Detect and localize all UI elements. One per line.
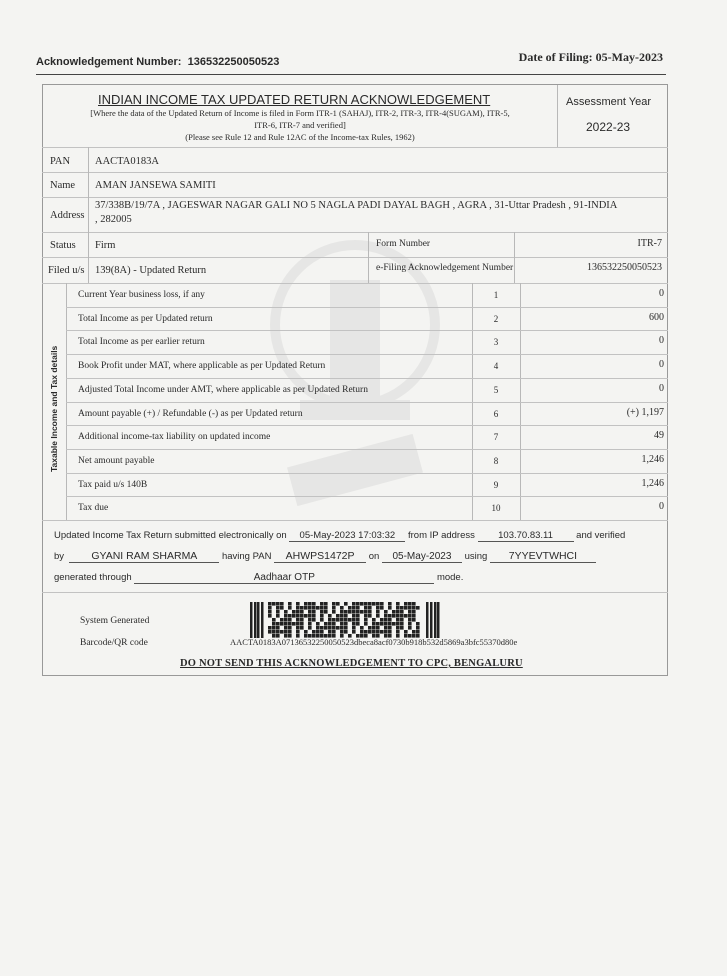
form-number-value: ITR-7 <box>637 238 662 249</box>
verifier-name: GYANI RAM SHARMA <box>69 550 219 563</box>
income-row-value: 49 <box>654 430 664 442</box>
verification-line-2: by GYANI RAM SHARMA having PAN AHWPS1472P on 05-May-2023 using 7YYEVTWHCI <box>54 550 596 563</box>
section-label-vertical: Taxable Income and Tax details <box>49 345 59 472</box>
status-label: Status <box>50 240 76 251</box>
income-row-number: 4 <box>493 361 499 372</box>
income-row-value: 0 <box>659 288 664 299</box>
pan-value: AACTA0183A <box>95 156 159 167</box>
income-row-label: Additional income-tax liability on updated income <box>78 432 271 443</box>
acknowledgement-number-value: 136532250050523 <box>187 56 280 68</box>
footer-notice: DO NOT SEND THIS ACKNOWLEDGEMENT TO CPC, BENGALURU <box>180 658 523 669</box>
income-row-number: 5 <box>493 384 499 395</box>
verification-date: 05-May-2023 <box>382 551 462 563</box>
address-line-2: , 282005 <box>95 214 132 225</box>
income-row-value: 1,246 <box>641 477 664 489</box>
income-row-number: 3 <box>493 337 499 348</box>
name-label: Name <box>50 180 76 191</box>
form-subtitle-2: ITR-6, ITR-7 and verified] <box>254 120 346 130</box>
income-row-label: Book Profit under MAT, where applicable as per Updated Return <box>78 361 326 372</box>
evc-code: 7YYEVTWHCI <box>490 550 596 563</box>
income-row-label: Current Year business loss, if any <box>78 290 205 300</box>
form-number-label: Form Number <box>376 239 431 249</box>
income-row-number: 9 <box>493 479 499 490</box>
efiling-ack-label: e-Filing Acknowledgement Number <box>376 263 514 273</box>
form-title: INDIAN INCOME TAX UPDATED RETURN ACKNOWLEDGEMENT <box>98 92 491 107</box>
date-of-filing-value: 05-May-2023 <box>595 50 663 64</box>
submission-datetime: 05-May-2023 17:03:32 <box>289 530 405 542</box>
assessment-year-value: 2022-23 <box>586 120 631 134</box>
income-row-number: 10 <box>491 503 501 514</box>
ip-address: 103.70.83.11 <box>478 530 574 542</box>
income-row-value: 0 <box>659 335 664 347</box>
income-row-value: (+) 1,197 <box>626 406 664 418</box>
income-row-number: 2 <box>493 313 499 324</box>
income-row-label: Net amount payable <box>78 455 155 466</box>
income-row-value: 0 <box>659 501 664 513</box>
form-subtitle-1: [Where the data of the Updated Return of Income is filed in Form ITR-1 (SAHAJ), ITR-2, ITR-3, ITR-4(SUGAM), ITR-5, <box>90 108 510 118</box>
verification-method: Aadhaar OTP <box>134 572 434 584</box>
income-row-number: 8 <box>493 455 499 466</box>
income-row-value: 1,246 <box>641 453 664 465</box>
date-of-filing: Date of Filing: 05-May-2023 <box>518 50 663 64</box>
address-line-1: 37/338B/19/7A , JAGESWAR NAGAR GALI NO 5 NAGLA PADI DAYAL BAGH , AGRA , 31-Uttar Pradesh , 91-INDIA <box>95 200 618 211</box>
income-row-label: Adjusted Total Income under AMT, where applicable as per Updated Return <box>78 384 368 395</box>
verifier-pan: AHWPS1472P <box>274 550 366 563</box>
assessment-year-label: Assessment Year <box>566 96 651 108</box>
name-value: AMAN JANSEWA SAMITI <box>95 180 216 191</box>
header-divider <box>36 74 666 75</box>
verification-line-1: Updated Income Tax Return submitted electronically on 05-May-2023 17:03:32 from IP address 103.70.83.11 and verified <box>54 530 626 541</box>
system-generated-label: System Generated <box>80 616 150 626</box>
form-subtitle-3: (Please see Rule 12 and Rule 12AC of the Income-tax Rules, 1962) <box>185 132 415 142</box>
income-row-label: Tax due <box>78 503 109 514</box>
income-row-label: Total Income as per earlier return <box>78 337 205 348</box>
verification-line-3: generated through Aadhaar OTP mode. <box>54 572 464 583</box>
income-row-value: 600 <box>649 311 664 323</box>
income-row-value: 0 <box>659 359 664 371</box>
efiling-ack-value: 136532250050523 <box>587 262 662 273</box>
pan-label: PAN <box>50 156 71 167</box>
status-value: Firm <box>95 240 116 251</box>
income-row-number: 6 <box>493 408 499 419</box>
barcode-icon <box>250 602 440 638</box>
acknowledgement-number: Acknowledgement Number: 136532250050523 <box>36 56 280 68</box>
filed-us-label: Filed u/s <box>48 265 85 276</box>
barcode-label: Barcode/QR code <box>80 638 148 648</box>
income-row-number: 7 <box>493 432 499 443</box>
income-row-label: Amount payable (+) / Refundable (-) as per Updated return <box>78 408 303 419</box>
income-row-label: Tax paid u/s 140B <box>78 479 148 490</box>
address-label: Address <box>50 210 85 221</box>
income-row-value: 0 <box>659 382 664 394</box>
income-row-number: 1 <box>493 290 499 300</box>
income-row-label: Total Income as per Updated return <box>78 313 213 324</box>
barcode-text: AACTA0183A07136532250050523dbeca8acf0730b918b532d5869a3bfc55370d80e <box>230 637 518 647</box>
filed-us-value: 139(8A) - Updated Return <box>95 265 207 276</box>
